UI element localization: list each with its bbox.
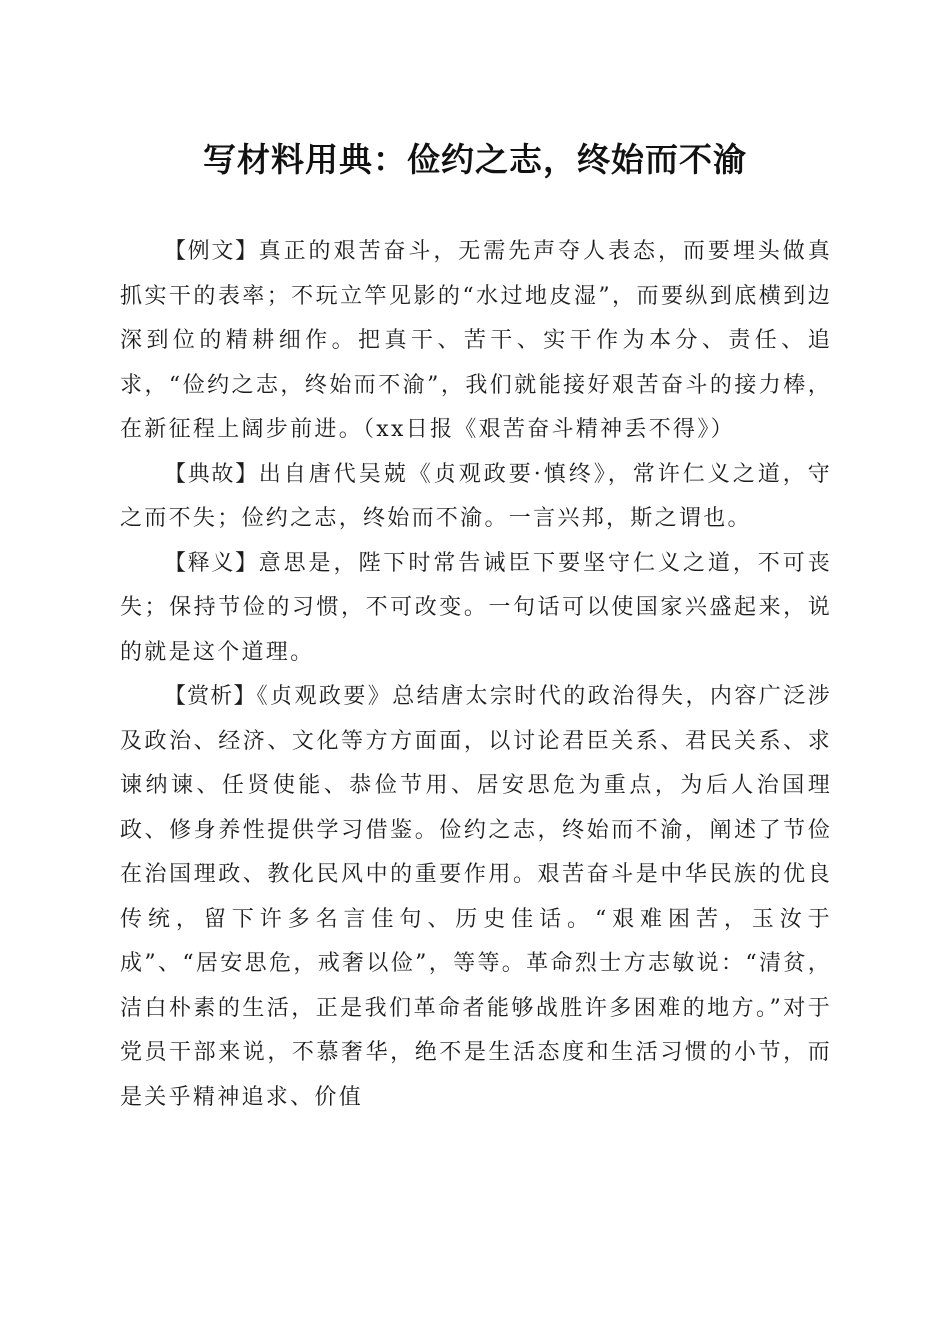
paragraph-label: 【典故】 [164,461,259,487]
paragraph-text: 意思是，陛下时常告诫臣下要坚守仁义之道，不可丧失；保持节俭的习惯，不可改变。一句话可以使国家兴盛起来，说的就是这个道理。 [120,550,832,665]
paragraph-text: 真正的艰苦奋斗，无需先声夺人表态，而要埋头做真抓实干的表率；不玩立竿见影的“水过地皮湿”，而要纵到底横到边深到位的精耕细作。把真干、苦干、实干作为本分、责任、追求，“俭约之志，终始而不渝”，我们就能接好艰苦奋斗的接力棒，在新征程上阔步前进。（xx日报《艰苦奋斗精神丢不得》） [120,239,832,442]
document-title: 写材料用典：俭约之志，终始而不渝 [203,140,747,179]
document-body [120,230,832,1120]
paragraph-label: 【例文】 [164,239,259,264]
paragraph-example [120,230,832,453]
paragraph-allusion [120,453,832,542]
paragraph-interpretation [120,542,832,676]
paragraph-appreciation [120,675,832,1120]
paragraph-label: 【赏析】 [164,684,257,709]
paragraph-label: 【释义】 [164,550,259,576]
paragraph-text: 《贞观政要》总结唐太宗时代的政治得失，内容广泛涉及政治、经济、文化等方方面面，以讨论君臣关系、君民关系、求谏纳谏、任贤使能、恭俭节用、居安思危为重点，为后人治国理政、修身养性提供学习借鉴。俭约之志，终始而不渝，阐述了节俭在治国理政、教化民风中的重要作用。艰苦奋斗是中华民族的优良传统，留下许多名言佳句、历史佳话。“艰难困苦，玉汝于成”、“居安思危，戒奢以俭”，等等。革命烈士方志敏说：“清贫，洁白朴素的生活，正是我们革命者能够战胜许多困难的地方。”对于党员干部来说，不慕奢华，绝不是生活态度和生活习惯的小节，而是关乎精神追求、价值 [120,684,832,1110]
paragraph-text: 出自唐代吴兢《贞观政要·慎终》，常许仁义之道，守之而不失；俭约之志，终始而不渝。一言兴邦，斯之谓也。 [120,461,832,531]
